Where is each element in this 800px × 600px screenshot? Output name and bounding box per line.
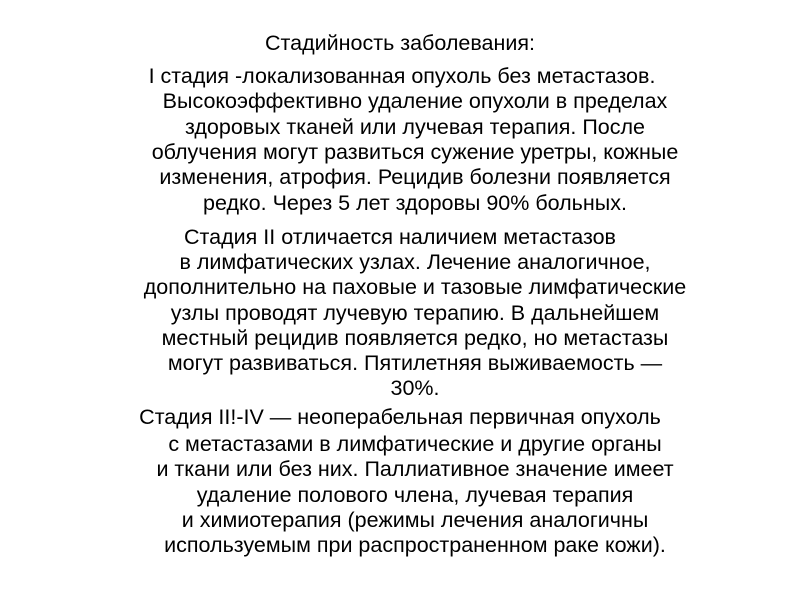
paragraph-line: местный рецидив появляется редко, но метастазы <box>161 326 669 350</box>
paragraph-line: Стадия II отличается наличием метастазов <box>184 225 616 249</box>
paragraph-line: I стадия -локализованная опухоль без метастазов. <box>148 64 656 88</box>
paragraph-line: с метастазами в лимфатические и другие органы <box>168 432 662 456</box>
paragraph-line: и химиотерапия (режимы лечения аналогичны <box>181 508 649 532</box>
paragraph-line: используемым при распространенном раке кожи). <box>164 533 666 557</box>
paragraph-line: 30%. <box>390 376 440 400</box>
paragraph-line: удаление полового члена, лучевая терапия <box>196 483 634 507</box>
paragraph-line: могут развиваться. Пятилетняя выживаемость — <box>167 351 663 375</box>
paragraph-line: Высокоэффективно удаление опухоли в пределах <box>162 89 668 113</box>
paragraph-line: и ткани или без них. Паллиативное значение имеет <box>156 457 674 481</box>
paragraph-line: редко. Через 5 лет здоровы 90% больных. <box>203 191 627 215</box>
paragraph-line: облучения могут развиться сужение уретры, кожные <box>151 140 679 164</box>
paragraph-line: дополнительно на паховые и тазовые лимфатические <box>143 275 687 299</box>
paragraph-line: изменения, атрофия. Рецидив болезни появляется <box>159 165 671 189</box>
slide-title: Стадийность заболевания: <box>264 31 535 55</box>
paragraph-line: в лимфатических узлах. Лечение аналогичное, <box>179 250 651 274</box>
paragraph-line: узлы проводят лучевую терапию. В дальнейшем <box>170 301 660 325</box>
paragraph-line: Стадия II!-IV — неоперабельная первичная опухоль <box>139 405 661 429</box>
paragraph-line: здоровых тканей или лучевая терапия. После <box>184 115 646 139</box>
